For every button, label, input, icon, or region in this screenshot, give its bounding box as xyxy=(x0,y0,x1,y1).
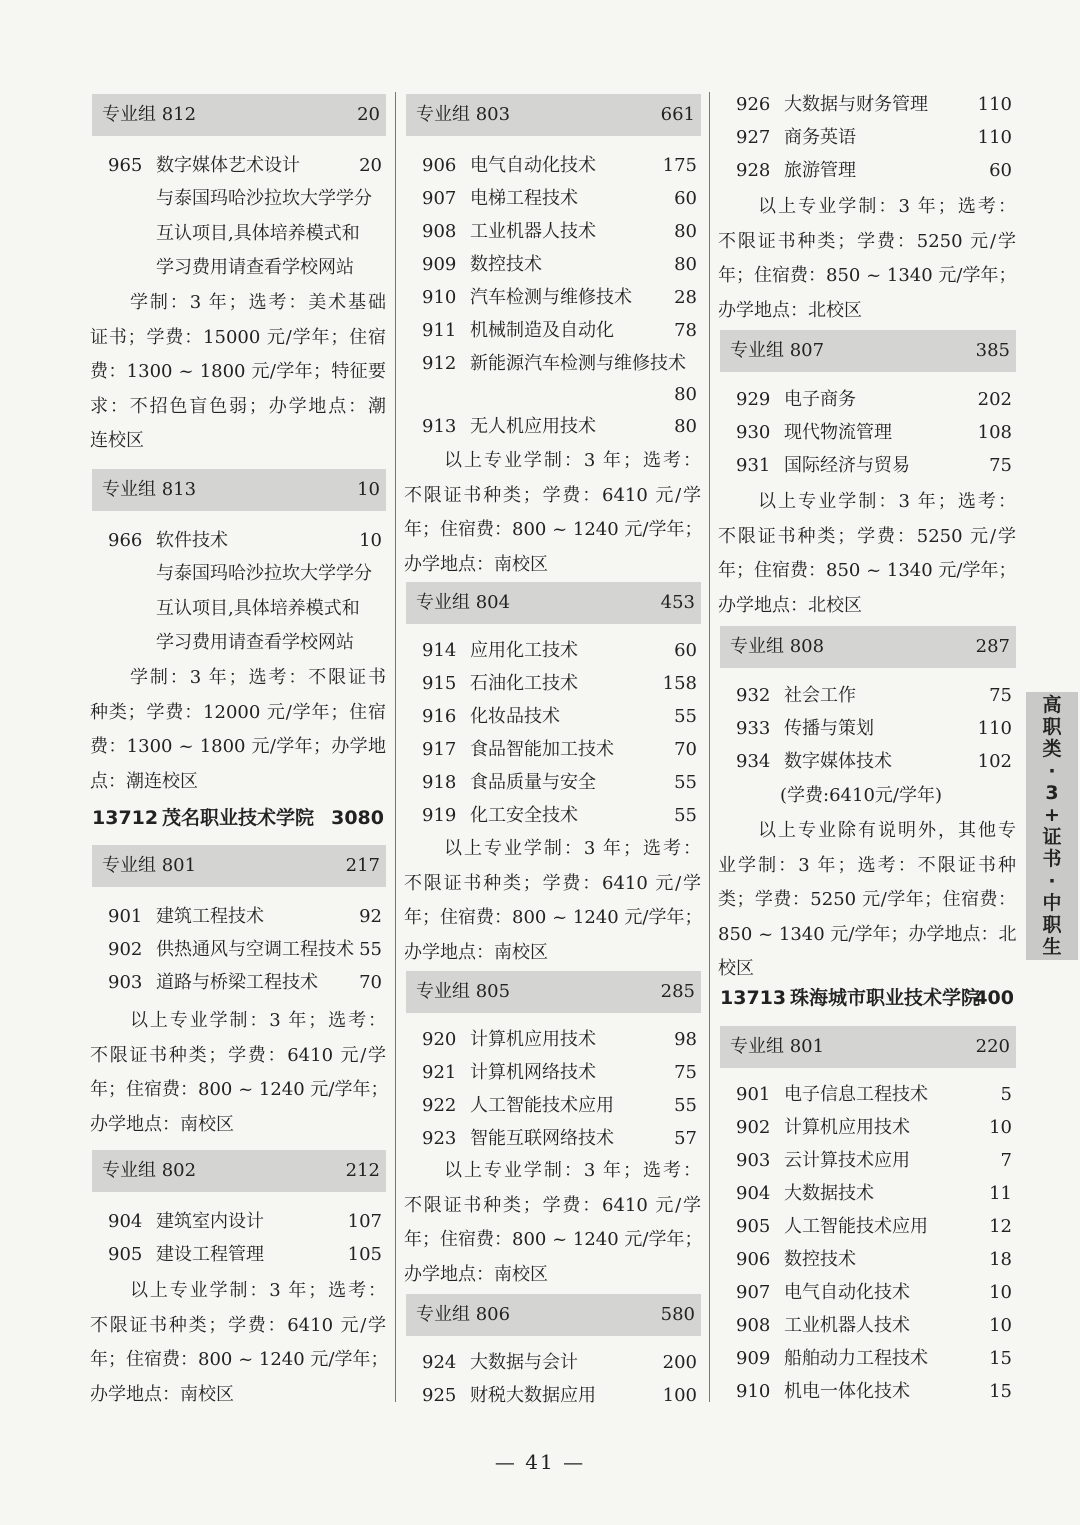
text-line: 年；住宿费：800 ~ 1240 元/学年； xyxy=(90,1079,389,1100)
major-code: 909 xyxy=(736,1348,771,1369)
text-line: 年；住宿费：800 ~ 1240 元/学年； xyxy=(404,907,703,928)
group-name: 专业组 813 xyxy=(102,479,197,500)
text-line: 学制：3 年；选考：不限证书 xyxy=(130,667,386,688)
major-name: 船舶动力工程技术 xyxy=(784,1348,928,1369)
group-count: 661 xyxy=(660,104,695,125)
group-count: 212 xyxy=(345,1160,380,1181)
major-count: 55 xyxy=(674,772,697,793)
side-tab-char: 职 xyxy=(1042,716,1062,738)
group-name: 专业组 808 xyxy=(730,636,825,657)
major-row xyxy=(404,248,701,281)
major-count: 55 xyxy=(674,805,697,826)
major-row xyxy=(90,900,386,933)
major-name: 计算机应用技术 xyxy=(784,1117,910,1138)
side-tab-char: · xyxy=(1048,760,1056,782)
major-code: 916 xyxy=(422,706,457,727)
page-number: — 41 — xyxy=(494,1450,586,1474)
major-code: 911 xyxy=(422,320,457,341)
group-name: 专业组 805 xyxy=(416,981,511,1002)
text-line: 不限证书种类；学费：6410 元/学 xyxy=(404,484,701,506)
major-code: 926 xyxy=(736,94,771,115)
major-count: 75 xyxy=(674,1062,697,1083)
major-row xyxy=(718,1375,1016,1408)
side-tab-char: 证 xyxy=(1042,826,1062,848)
major-count: 108 xyxy=(977,422,1012,443)
major-count: 55 xyxy=(359,939,382,960)
group-name: 专业组 801 xyxy=(102,855,197,876)
group-name: 专业组 801 xyxy=(730,1036,825,1057)
major-name: 传播与策划 xyxy=(784,718,874,739)
group-header xyxy=(92,845,386,887)
major-row xyxy=(404,410,701,443)
text-line: 不限证书种类；学费：5250 元/学 xyxy=(718,525,1016,547)
major-count: 28 xyxy=(674,287,697,308)
major-row xyxy=(90,1238,386,1271)
major-count: 70 xyxy=(359,972,382,993)
major-count: 60 xyxy=(989,160,1012,181)
major-count: 78 xyxy=(674,320,697,341)
text-line: 办学地点：南校区 xyxy=(404,553,548,575)
major-name: 数控技术 xyxy=(470,254,542,275)
side-tab-char: 中 xyxy=(1042,892,1062,914)
major-code: 933 xyxy=(736,718,771,739)
group-count: 220 xyxy=(975,1036,1010,1057)
major-name: 建筑工程技术 xyxy=(156,906,264,927)
major-row xyxy=(404,733,701,766)
text-line: 办学地点：北校区 xyxy=(718,299,862,321)
major-name: 建设工程管理 xyxy=(156,1244,264,1265)
major-name: 食品智能加工技术 xyxy=(470,739,614,760)
major-code: 919 xyxy=(422,805,457,826)
major-count: 105 xyxy=(347,1244,382,1265)
major-name: 数字媒体艺术设计 xyxy=(156,155,300,176)
text-line: 连校区 xyxy=(90,430,144,451)
text-line: 以上专业学制：3 年；选考： xyxy=(444,1160,701,1181)
major-code: 902 xyxy=(108,939,143,960)
major-count: 158 xyxy=(662,673,697,694)
major-count: 107 xyxy=(347,1211,382,1232)
major-row xyxy=(404,1089,701,1122)
major-name: 智能互联网络技术 xyxy=(470,1128,614,1149)
group-count: 10 xyxy=(357,479,380,500)
major-name: 电气自动化技术 xyxy=(784,1282,910,1303)
major-code: 914 xyxy=(422,640,457,661)
text-line: 办学地点：南校区 xyxy=(90,1113,234,1135)
column-divider xyxy=(709,92,710,1402)
major-row xyxy=(404,700,701,733)
group-name: 专业组 812 xyxy=(102,104,197,125)
major-code: 907 xyxy=(736,1282,771,1303)
major-count: 11 xyxy=(989,1183,1012,1204)
major-name: 道路与桥梁工程技术 xyxy=(156,972,318,993)
text-line: 年；住宿费：800 ~ 1240 元/学年； xyxy=(404,519,703,540)
major-row xyxy=(718,1078,1016,1111)
major-count: 10 xyxy=(989,1117,1012,1138)
major-row xyxy=(404,347,701,380)
group-count: 285 xyxy=(660,981,695,1002)
major-count: 7 xyxy=(1000,1150,1012,1171)
major-name: 汽车检测与维修技术 xyxy=(470,287,632,308)
major-code: 928 xyxy=(736,160,771,181)
text-line: 费：1300 ~ 1800 元/学年；特征要 xyxy=(90,361,386,382)
major-count: 175 xyxy=(662,155,697,176)
major-code: 903 xyxy=(108,972,143,993)
fee-note: (学费:6410元/学年) xyxy=(780,785,942,806)
school-total: 400 xyxy=(974,987,1014,1009)
major-code: 918 xyxy=(422,772,457,793)
text-line: 办学地点：北校区 xyxy=(718,594,862,616)
major-code: 913 xyxy=(422,416,457,437)
major-code: 920 xyxy=(422,1029,457,1050)
major-name: 人工智能技术应用 xyxy=(470,1095,614,1116)
major-code: 901 xyxy=(736,1084,771,1105)
text-line: 互认项目,具体培养模式和 xyxy=(156,222,360,244)
major-code: 901 xyxy=(108,906,143,927)
major-name: 云计算技术应用 xyxy=(784,1150,910,1171)
major-row xyxy=(718,121,1016,154)
major-count: 80 xyxy=(674,384,697,405)
major-row xyxy=(718,679,1016,712)
major-name: 大数据技术 xyxy=(784,1183,874,1204)
major-name: 财税大数据应用 xyxy=(470,1385,596,1406)
group-name: 专业组 806 xyxy=(416,1304,511,1325)
major-count: 18 xyxy=(989,1249,1012,1270)
text-line: 年；住宿费：800 ~ 1240 元/学年； xyxy=(90,1349,389,1370)
major-name: 数字媒体技术 xyxy=(784,751,892,772)
school-code: 13712 xyxy=(92,807,159,829)
major-row xyxy=(718,154,1016,187)
major-name: 无人机应用技术 xyxy=(470,416,596,437)
major-count: 60 xyxy=(674,188,697,209)
group-header xyxy=(92,1150,386,1192)
major-code: 922 xyxy=(422,1095,457,1116)
text-line: 以上专业学制：3 年；选考： xyxy=(444,450,701,471)
major-name: 现代物流管理 xyxy=(784,422,892,443)
text-line: 年；住宿费：850 ~ 1340 元/学年； xyxy=(718,265,1017,286)
group-header xyxy=(92,94,386,136)
major-code: 915 xyxy=(422,673,457,694)
major-row xyxy=(404,281,701,314)
text-line: 以上专业学制：3 年；选考： xyxy=(130,1010,386,1031)
school-total: 3080 xyxy=(331,807,384,829)
text-line: 与泰国玛哈沙拉坎大学学分 xyxy=(156,188,372,209)
group-count: 580 xyxy=(660,1304,695,1325)
major-count: 70 xyxy=(674,739,697,760)
major-name: 化工安全技术 xyxy=(470,805,578,826)
text-line: 类；学费：5250 元/学年；住宿费： xyxy=(718,889,1016,910)
text-line: 种类；学费：12000 元/学年；住宿 xyxy=(90,701,386,723)
text-line: 年；住宿费：850 ~ 1340 元/学年； xyxy=(718,560,1017,581)
side-tab-char: 书 xyxy=(1042,848,1062,870)
major-row xyxy=(404,215,701,248)
major-name: 计算机网络技术 xyxy=(470,1062,596,1083)
major-row xyxy=(404,182,701,215)
major-row xyxy=(718,745,1016,778)
major-row xyxy=(718,1144,1016,1177)
text-line: 以上专业学制：3 年；选考： xyxy=(130,1280,386,1301)
major-count: 12 xyxy=(989,1216,1012,1237)
major-name: 社会工作 xyxy=(784,685,856,706)
major-name: 电子商务 xyxy=(784,389,856,410)
major-name: 工业机器人技术 xyxy=(470,221,596,242)
text-line: 学习费用请查看学校网站 xyxy=(156,257,354,278)
major-row xyxy=(90,966,386,999)
major-code: 906 xyxy=(736,1249,771,1270)
side-tab-char: 3 xyxy=(1045,782,1059,804)
major-row xyxy=(718,1309,1016,1342)
major-name: 机电一体化技术 xyxy=(784,1381,910,1402)
major-row xyxy=(404,1023,701,1056)
group-header xyxy=(92,469,386,511)
side-tab-char: 生 xyxy=(1042,936,1062,958)
text-line: 学制：3 年；选考：美术基础 xyxy=(130,292,386,313)
major-name: 化妆品技术 xyxy=(470,706,560,727)
major-name: 机械制造及自动化 xyxy=(470,320,614,341)
major-code: 917 xyxy=(422,739,457,760)
group-count: 453 xyxy=(660,592,695,613)
major-count: 80 xyxy=(674,416,697,437)
group-count: 287 xyxy=(975,636,1010,657)
side-tab-char: + xyxy=(1044,804,1060,826)
major-count: 80 xyxy=(674,254,697,275)
major-code: 934 xyxy=(736,751,771,772)
text-line: 以上专业学制：3 年；选考： xyxy=(758,491,1016,512)
major-row xyxy=(718,1243,1016,1276)
major-name: 应用化工技术 xyxy=(470,640,578,661)
text-line: 以上专业除有说明外，其他专 xyxy=(758,820,1016,841)
major-row xyxy=(90,1205,386,1238)
major-row xyxy=(718,1276,1016,1309)
major-count: 57 xyxy=(674,1128,697,1149)
major-count: 10 xyxy=(359,530,382,551)
group-count: 385 xyxy=(975,340,1010,361)
major-count: 5 xyxy=(1000,1084,1012,1105)
major-row xyxy=(404,1346,701,1379)
major-code: 906 xyxy=(422,155,457,176)
major-name: 食品质量与安全 xyxy=(470,772,596,793)
major-name: 数控技术 xyxy=(784,1249,856,1270)
text-line: 点：潮连校区 xyxy=(90,770,198,792)
major-row xyxy=(718,712,1016,745)
school-name: 茂名职业技术学院 xyxy=(162,807,315,829)
major-code: 930 xyxy=(736,422,771,443)
major-code: 908 xyxy=(422,221,457,242)
major-count: 110 xyxy=(977,94,1012,115)
text-line: 不限证书种类；学费：5250 元/学 xyxy=(718,230,1016,252)
group-header xyxy=(406,1294,701,1336)
major-name: 建筑室内设计 xyxy=(156,1211,264,1232)
text-line: 不限证书种类；学费：6410 元/学 xyxy=(90,1314,386,1336)
text-line: 不限证书种类；学费：6410 元/学 xyxy=(404,872,701,894)
major-count: 110 xyxy=(977,127,1012,148)
major-code: 923 xyxy=(422,1128,457,1149)
major-name: 大数据与财务管理 xyxy=(784,94,928,115)
major-name: 电子信息工程技术 xyxy=(784,1084,928,1105)
text-line: 互认项目,具体培养模式和 xyxy=(156,597,360,619)
group-header xyxy=(406,582,701,624)
text-line: 以上专业学制：3 年；选考： xyxy=(444,838,701,859)
text-line: 办学地点：南校区 xyxy=(90,1383,234,1405)
major-row xyxy=(718,1177,1016,1210)
side-tab-char: 高 xyxy=(1042,694,1062,716)
major-row xyxy=(404,1379,701,1412)
group-header xyxy=(406,971,701,1013)
group-count: 20 xyxy=(357,104,380,125)
text-line: 费：1300 ~ 1800 元/学年；办学地 xyxy=(90,736,386,757)
major-row xyxy=(90,933,386,966)
major-code: 904 xyxy=(736,1183,771,1204)
text-line: 年；住宿费：800 ~ 1240 元/学年； xyxy=(404,1229,703,1250)
major-name: 软件技术 xyxy=(156,530,228,551)
major-name: 新能源汽车检测与维修技术 xyxy=(470,353,686,374)
major-code: 910 xyxy=(422,287,457,308)
major-name: 人工智能技术应用 xyxy=(784,1216,928,1237)
major-row xyxy=(404,667,701,700)
major-count: 10 xyxy=(989,1315,1012,1336)
text-line: 学习费用请查看学校网站 xyxy=(156,632,354,653)
major-row xyxy=(718,1342,1016,1375)
group-name: 专业组 804 xyxy=(416,592,511,613)
major-row xyxy=(404,634,701,667)
text-line: 以上专业学制：3 年；选考： xyxy=(758,196,1016,217)
text-line: 不限证书种类；学费：6410 元/学 xyxy=(90,1044,386,1066)
group-count: 217 xyxy=(345,855,380,876)
major-code: 932 xyxy=(736,685,771,706)
side-tab-char: 职 xyxy=(1042,914,1062,936)
major-count-continued xyxy=(404,378,701,411)
school-code: 13713 xyxy=(720,987,787,1009)
major-name: 国际经济与贸易 xyxy=(784,455,910,476)
major-code: 912 xyxy=(422,353,457,374)
major-code: 929 xyxy=(736,389,771,410)
major-name: 石油化工技术 xyxy=(470,673,578,694)
group-header xyxy=(720,1026,1016,1068)
group-name: 专业组 803 xyxy=(416,104,511,125)
major-name: 工业机器人技术 xyxy=(784,1315,910,1336)
major-row xyxy=(718,416,1016,449)
major-code: 966 xyxy=(108,530,143,551)
major-row xyxy=(718,449,1016,482)
school-name: 珠海城市职业技术学院 xyxy=(790,987,981,1009)
major-name: 供热通风与空调工程技术 xyxy=(156,939,354,960)
major-row xyxy=(404,799,701,832)
major-count: 102 xyxy=(977,751,1012,772)
major-count: 110 xyxy=(977,718,1012,739)
major-row xyxy=(404,766,701,799)
major-count: 75 xyxy=(989,455,1012,476)
major-code: 908 xyxy=(736,1315,771,1336)
major-count: 15 xyxy=(989,1348,1012,1369)
side-tab-char: 类 xyxy=(1042,738,1062,760)
major-code: 921 xyxy=(422,1062,457,1083)
major-code: 902 xyxy=(736,1117,771,1138)
major-count: 20 xyxy=(359,155,382,176)
group-header xyxy=(720,626,1016,668)
major-row xyxy=(718,88,1016,121)
text-line: 业学制：3 年；选考：不限证书种 xyxy=(718,854,1016,876)
text-line: 850 ~ 1340 元/学年；办学地点：北 xyxy=(718,923,1017,945)
major-count: 75 xyxy=(989,685,1012,706)
side-category-tab xyxy=(1026,692,1078,960)
major-row xyxy=(90,524,386,557)
major-code: 910 xyxy=(736,1381,771,1402)
major-count: 98 xyxy=(674,1029,697,1050)
major-count: 60 xyxy=(674,640,697,661)
text-line: 校区 xyxy=(718,958,754,979)
major-row xyxy=(718,1210,1016,1243)
major-row xyxy=(718,1111,1016,1144)
major-code: 904 xyxy=(108,1211,143,1232)
major-code: 965 xyxy=(108,155,143,176)
text-line: 证书；学费：15000 元/学年；住宿 xyxy=(90,326,386,348)
major-name: 旅游管理 xyxy=(784,160,856,181)
major-name: 大数据与会计 xyxy=(470,1352,578,1373)
major-row xyxy=(404,1122,701,1155)
major-count: 55 xyxy=(674,1095,697,1116)
major-row xyxy=(90,149,386,182)
major-code: 927 xyxy=(736,127,771,148)
major-code: 903 xyxy=(736,1150,771,1171)
major-name: 电梯工程技术 xyxy=(470,188,578,209)
major-code: 905 xyxy=(108,1244,143,1265)
major-code: 931 xyxy=(736,455,771,476)
major-code: 905 xyxy=(736,1216,771,1237)
major-row xyxy=(718,383,1016,416)
group-header xyxy=(406,94,701,136)
major-name: 电气自动化技术 xyxy=(470,155,596,176)
text-line: 办学地点：南校区 xyxy=(404,1263,548,1285)
major-count: 55 xyxy=(674,706,697,727)
side-tab-char: · xyxy=(1048,870,1056,892)
school-header xyxy=(718,978,1016,1018)
major-count: 80 xyxy=(674,221,697,242)
column-divider xyxy=(395,92,396,1402)
group-header xyxy=(720,330,1016,372)
text-line: 办学地点：南校区 xyxy=(404,941,548,963)
major-count: 15 xyxy=(989,1381,1012,1402)
major-row xyxy=(404,314,701,347)
major-count: 10 xyxy=(989,1282,1012,1303)
major-count: 92 xyxy=(359,906,382,927)
major-count: 100 xyxy=(662,1385,697,1406)
school-header xyxy=(90,798,386,838)
major-name: 计算机应用技术 xyxy=(470,1029,596,1050)
major-name: 商务英语 xyxy=(784,127,856,148)
major-code: 909 xyxy=(422,254,457,275)
major-row xyxy=(404,1056,701,1089)
text-line: 求：不招色盲色弱；办学地点：潮 xyxy=(90,395,386,417)
major-count: 202 xyxy=(977,389,1012,410)
major-code: 907 xyxy=(422,188,457,209)
major-code: 925 xyxy=(422,1385,457,1406)
major-code: 924 xyxy=(422,1352,457,1373)
text-line: 不限证书种类；学费：6410 元/学 xyxy=(404,1194,701,1216)
group-name: 专业组 807 xyxy=(730,340,825,361)
text-line: 与泰国玛哈沙拉坎大学学分 xyxy=(156,563,372,584)
major-row xyxy=(404,149,701,182)
major-count: 200 xyxy=(662,1352,697,1373)
group-name: 专业组 802 xyxy=(102,1160,197,1181)
